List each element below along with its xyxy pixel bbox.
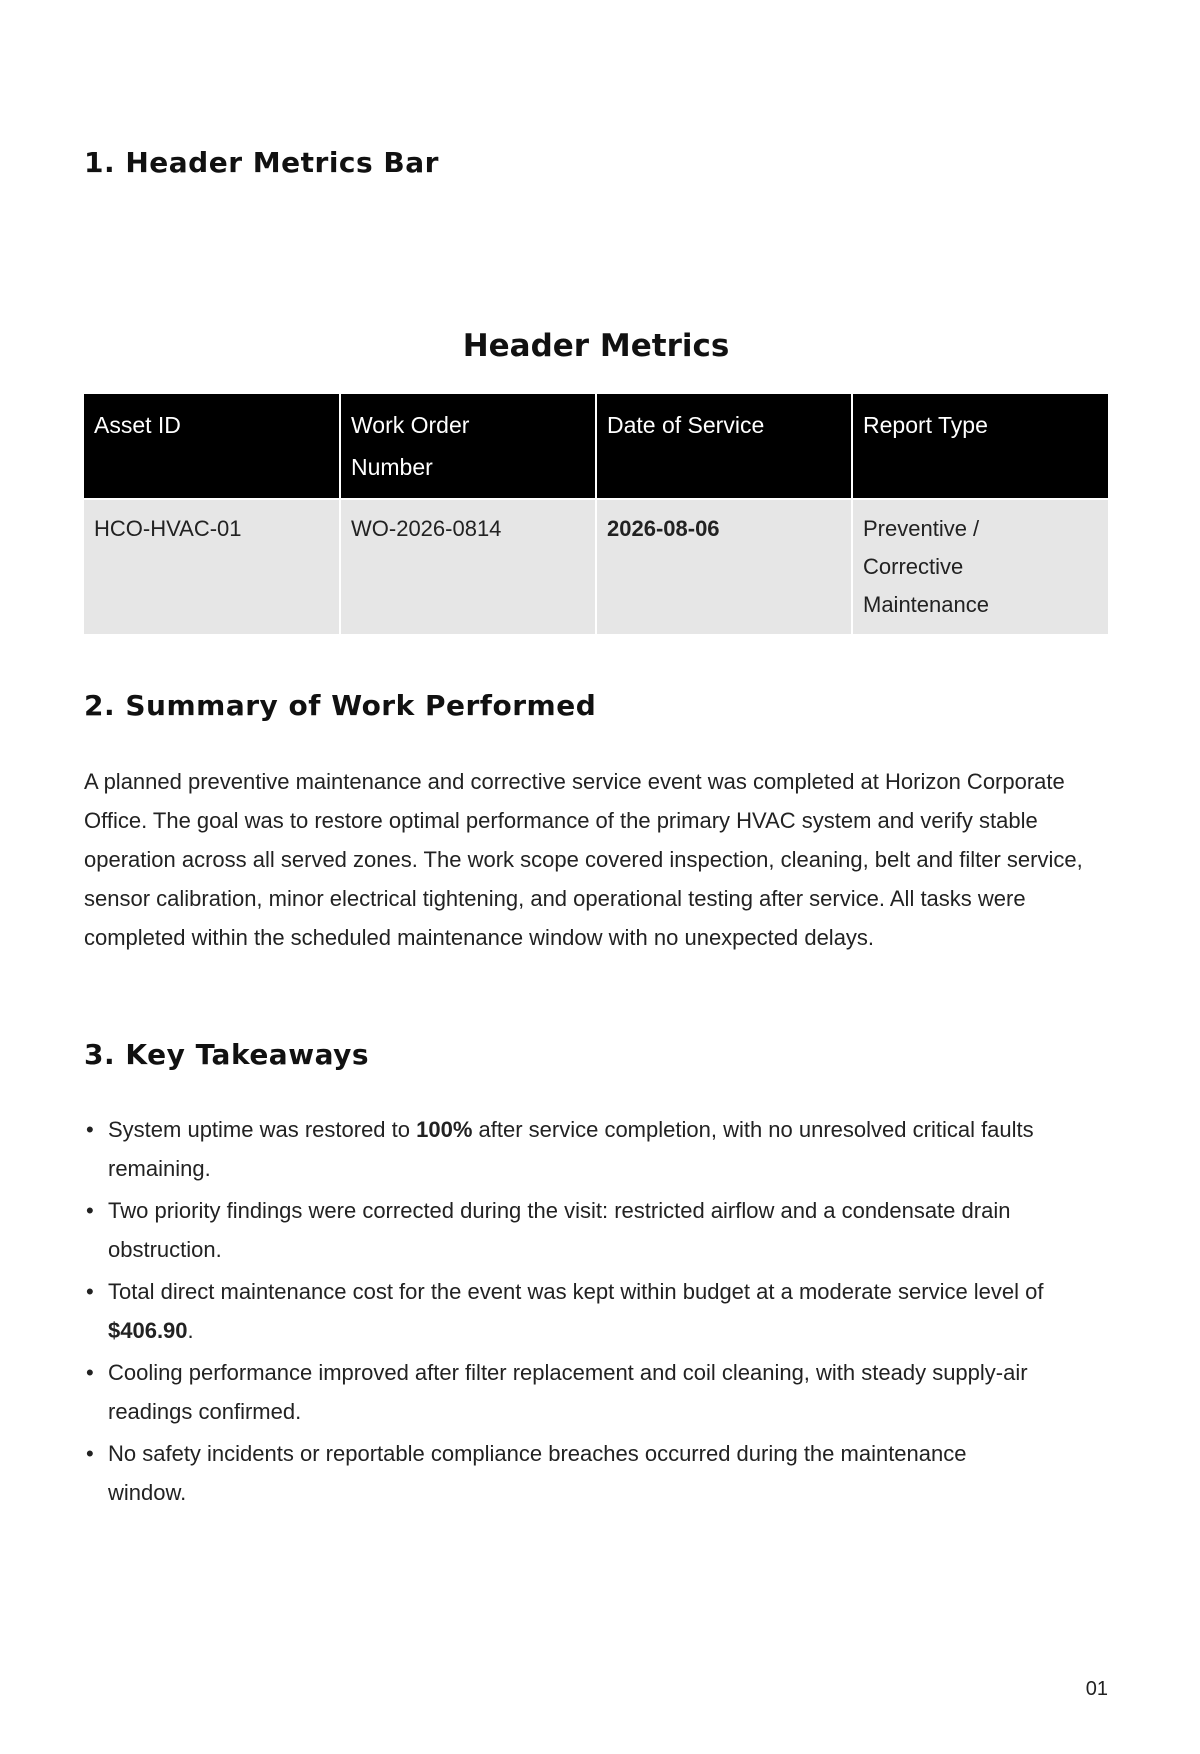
cell-date-of-service: 2026-08-06 xyxy=(596,499,852,634)
takeaway-text: Cooling performance improved after filter replacement and coil cleaning, with steady supply-air readings confirmed. xyxy=(108,1360,1028,1424)
table-header-row xyxy=(84,394,1108,499)
list-item xyxy=(86,1110,1132,1188)
table-row xyxy=(84,499,1108,634)
cell-work-order: WO-2026-0814 xyxy=(340,499,596,634)
bullet-icon: • xyxy=(86,1441,94,1466)
takeaway-text-after: . xyxy=(187,1318,194,1343)
column-header-report-type: Report Type xyxy=(852,394,1108,499)
list-item xyxy=(86,1191,1132,1269)
column-header-asset-id: Asset ID xyxy=(84,394,340,499)
takeaway-text: Total direct maintenance cost for the event was kept within budget at a moderate service level of xyxy=(108,1279,1044,1304)
bullet-icon: • xyxy=(86,1117,94,1142)
section-heading-header-metrics-bar: 1. Header Metrics Bar xyxy=(84,146,439,179)
header-metrics-table xyxy=(84,394,1108,634)
list-item xyxy=(86,1353,1132,1431)
takeaway-text: Two priority findings were corrected during the visit: restricted airflow and a condensate drain obstruction. xyxy=(108,1198,1011,1262)
bullet-icon: • xyxy=(86,1198,94,1223)
section-heading-key-takeaways: 3. Key Takeaways xyxy=(84,1038,370,1071)
bullet-icon: • xyxy=(86,1279,94,1304)
summary-paragraph: A planned preventive maintenance and corrective service event was completed at Horizon Corporate Office. The goal was to restore optimal performance of the primary HVAC system and verify stable operation across all served zones. The work scope covered inspection, cleaning, belt and filter service, sensor calibration, minor electrical tightening, and operational testing after service. All tasks were completed within the scheduled maintenance window with no unexpected delays. xyxy=(84,769,1083,950)
takeaway-highlight: $406.90 xyxy=(108,1318,188,1343)
cell-report-type: Preventive / Corrective Maintenance xyxy=(852,499,1108,634)
list-item xyxy=(86,1272,1132,1350)
takeaways-list xyxy=(84,1110,1132,1515)
list-item xyxy=(86,1434,1132,1512)
column-header-date: Date of Service xyxy=(596,394,852,499)
cell-asset-id: HCO-HVAC-01 xyxy=(84,499,340,634)
report-page xyxy=(84,0,1108,1754)
bullet-icon: • xyxy=(86,1360,94,1385)
page-number: 01 xyxy=(1085,1678,1108,1700)
column-header-work-order: Work Order Number xyxy=(340,394,596,499)
metrics-table-title: Header Metrics xyxy=(462,328,730,364)
section-heading-summary: 2. Summary of Work Performed xyxy=(84,689,597,722)
takeaway-text: System uptime was restored to xyxy=(108,1117,417,1142)
takeaway-text-after: after service completion, with no unresolved critical faults remaining. xyxy=(108,1117,1034,1181)
takeaway-highlight: 100% xyxy=(416,1117,473,1142)
takeaway-text: No safety incidents or reportable compliance breaches occurred during the maintenance window. xyxy=(108,1441,967,1505)
